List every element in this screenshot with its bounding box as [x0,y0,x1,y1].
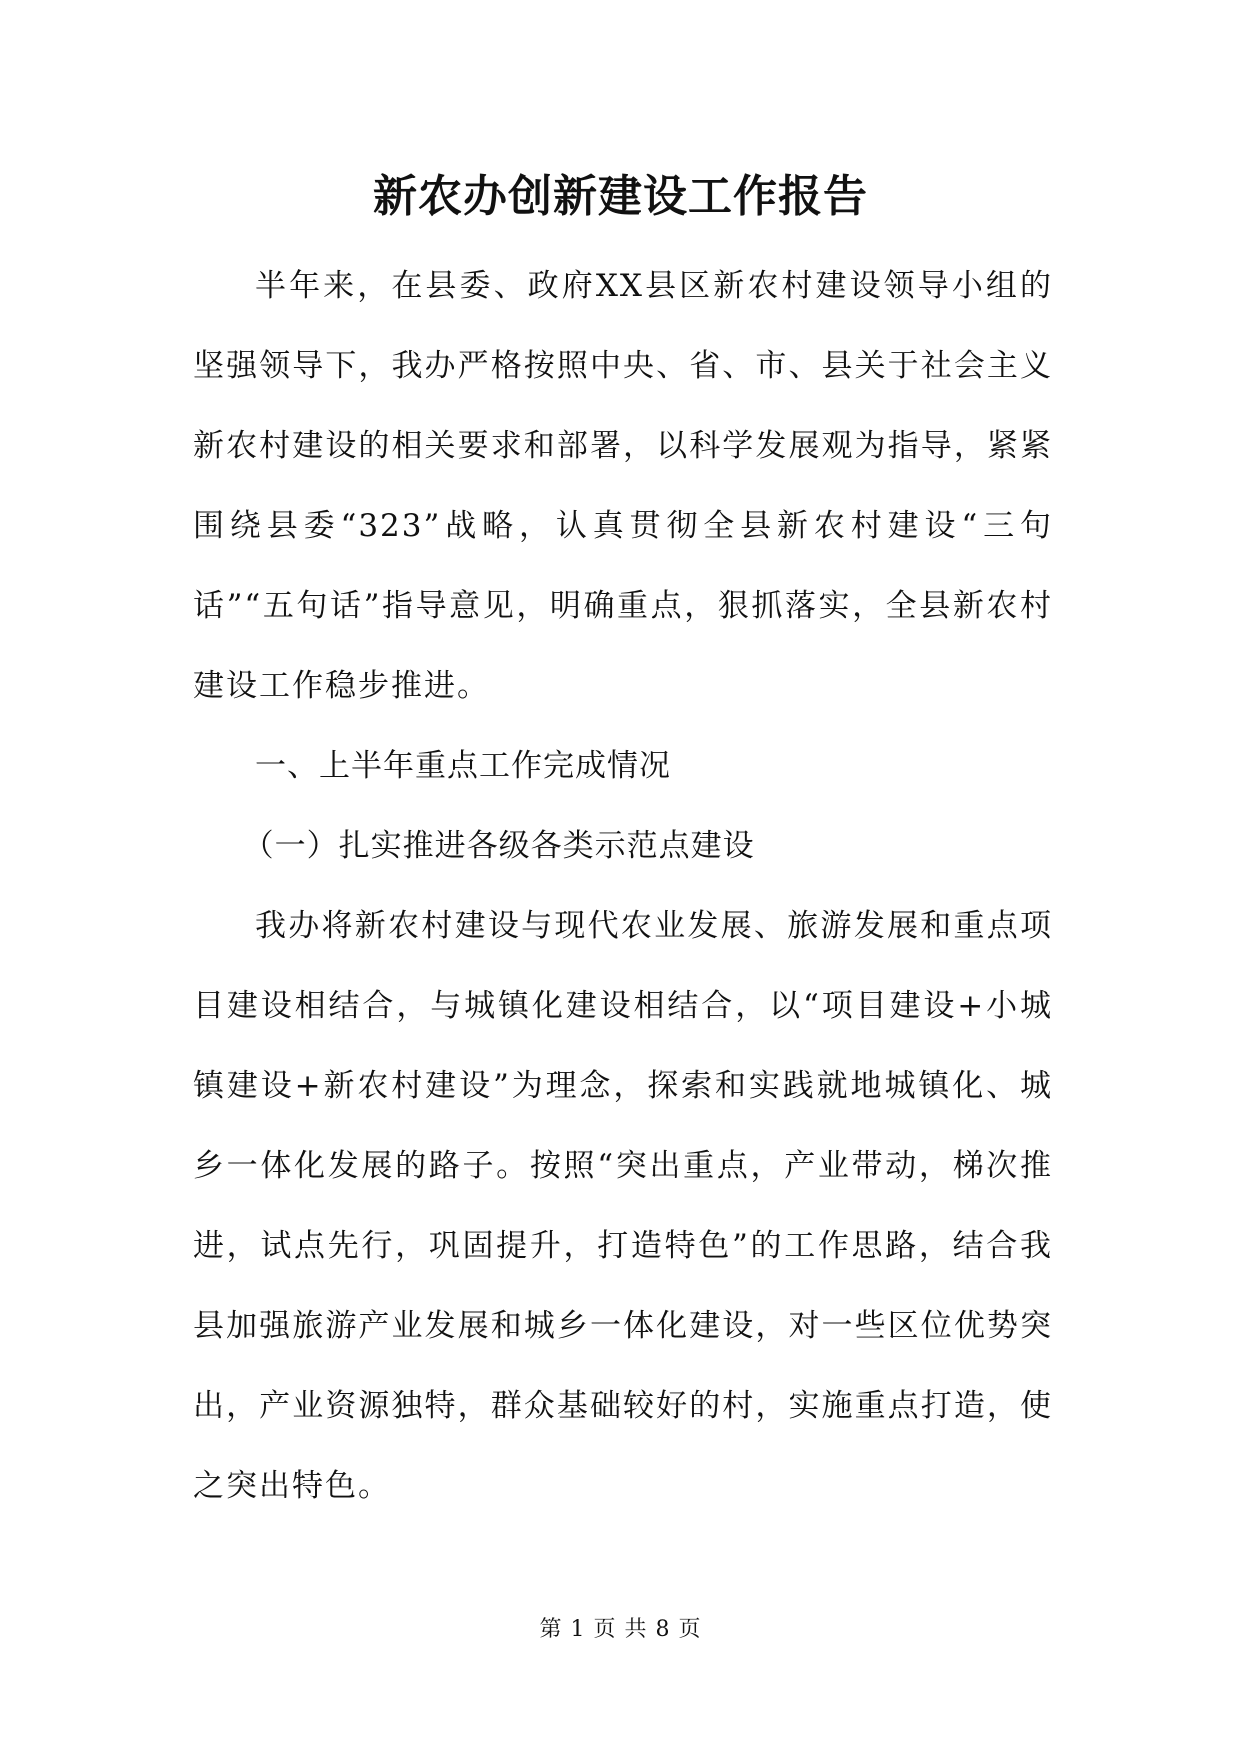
document-body [193,246,1053,1526]
intro-paragraph: 半年来，在县委、政府XX县区新农村建设领导小组的坚强领导下，我办严格按照中央、省、市、县关于社会主义新农村建设的相关要求和部署，以科学发展观为指导，紧紧围绕县委“323”战略，认真贯彻全县新农村建设“三句话”“五句话”指导意见，明确重点，狠抓落实，全县新农村建设工作稳步推进。 [193,268,1053,704]
page-number-footer: 第 1 页 共 8 页 [539,1617,702,1642]
subsection-heading: （一）扎实推进各级各类示范点建设 [242,828,755,864]
subsection-paragraph: 我办将新农村建设与现代农业发展、旅游发展和重点项目建设相结合，与城镇化建设相结合，以“项目建设+小城镇建设+新农村建设”为理念，探索和实践就地城镇化、城乡一体化发展的路子。按照“突出重点，产业带动，梯次推进，试点先行，巩固提升，打造特色”的工作思路，结合我县加强旅游产业发展和城乡一体化建设，对一些区位优势突出，产业资源独特，群众基础较好的村，实施重点打造，使之突出特色。 [193,908,1053,1504]
document-title: 新农办创新建设工作报告 [373,171,868,222]
section-heading: 一、上半年重点工作完成情况 [255,748,671,784]
